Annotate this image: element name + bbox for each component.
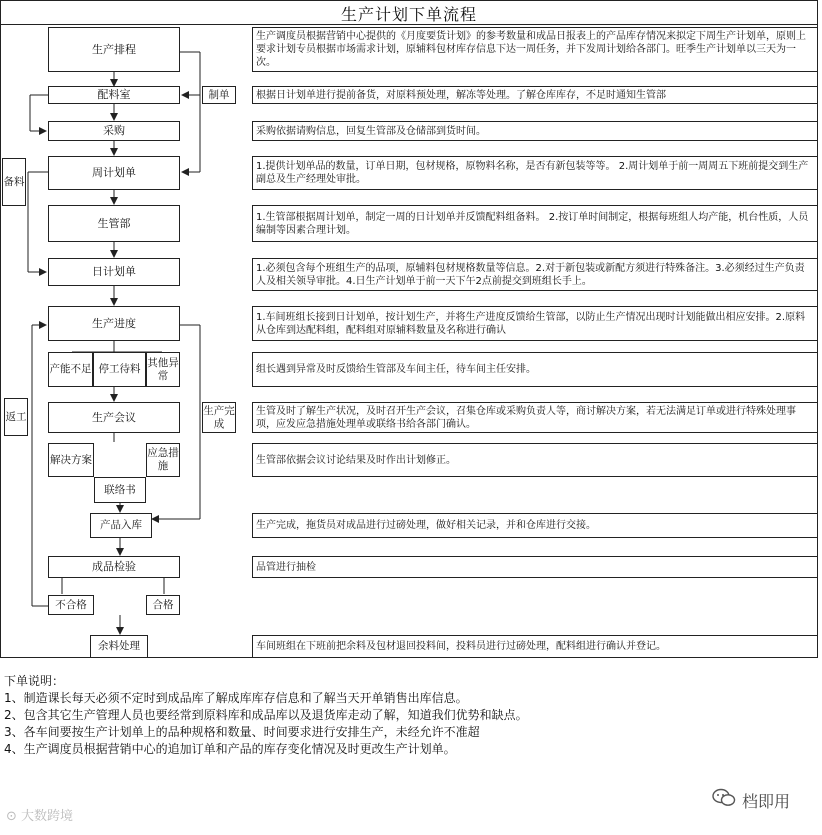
desc-daily-plan: 1.必须包含每个班组生产的品项，原辅料包材规格数量等信息。2.对于新包装或新配方须进行特殊备注。3.必须经过生产负责人及相关领导审批。4.日生产计划单于前一天下午2点前提交到班组长手上。 (252, 258, 818, 291)
flow-step-weekly-plan: 周计划单 (48, 156, 180, 190)
flow-step-pass: 合格 (146, 595, 180, 615)
note-item: 4、生产调度员根据营销中心的追加订单和产品的库存变化情况及时更改生产计划单。 (4, 742, 456, 756)
flow-step-daily-plan: 日计划单 (48, 258, 180, 286)
side-label-prepare-material: 备料 (2, 158, 26, 206)
side-label-make-order: 制单 (202, 86, 236, 104)
desc-plan-revision: 生管部依据会议讨论结果及时作出计划修正。 (252, 443, 818, 477)
note-item: 2、包含其它生产管理人员也要经常到原料库和成品库以及退货库走动了解，知道我们优势和缺点。 (4, 708, 528, 722)
flow-step-other-abnormal: 其他异常 (146, 352, 180, 387)
flow-step-fail: 不合格 (48, 595, 94, 615)
desc-scheduling: 生产调度员根据营销中心提供的《月度要货计划》的参考数量和成品日报表上的产品库存情况来拟定下周生产计划单，原则上要求计划专员根据市场需求计划，原辅料包材库存信息下达一周任务，并下发周计划给各部门。旺季生产计划单以三天为一次。 (252, 27, 818, 72)
desc-leftover: 车间班组在下班前把余料及包材退回投料间，投料员进行过磅处理，配料组进行确认并登记。 (252, 635, 818, 658)
order-notes (4, 673, 528, 758)
flow-step-purchasing: 采购 (48, 121, 180, 141)
flow-step-product-storage: 产品入库 (90, 513, 152, 538)
side-label-rework: 返工 (4, 398, 28, 436)
flow-step-production-mgmt: 生管部 (48, 205, 180, 242)
desc-storage: 生产完成，拖货员对成品进行过磅处理，做好相关记录，并和仓库进行交接。 (252, 513, 818, 538)
watermark-logo-icon: ⊙ (6, 809, 22, 824)
flow-step-inspection: 成品检验 (48, 556, 180, 578)
desc-meeting: 生管及时了解生产状况，及时召开生产会议，召集仓库或采购负责人等，商讨解决方案，若无法满足订单或进行特殊处理事项，应发应急措施处理单或联络书给各部门确认。 (252, 402, 818, 433)
wechat-icon (712, 788, 736, 812)
flow-step-stop-wait-material: 停工待料 (93, 352, 146, 387)
flow-step-emergency: 应急措施 (146, 443, 180, 477)
note-item: 3、各车间要按生产计划单上的品种规格和数量、时间要求进行安排生产，未经允许不准超 (4, 725, 480, 739)
note-item: 1、制造课长每天必须不定时到成品库了解成库库存信息和了解当天开单销售出库信息。 (4, 691, 468, 705)
flow-step-meeting: 生产会议 (48, 402, 180, 433)
flow-step-capacity-shortage: 产能不足 (48, 352, 93, 387)
flow-step-solution: 解决方案 (48, 443, 94, 477)
title-divider (0, 24, 818, 25)
page-title: 生产计划下单流程 (340, 5, 477, 24)
flow-step-progress: 生产进度 (48, 306, 180, 341)
notes-heading: 下单说明： (4, 674, 65, 688)
watermark-left: ⊙ 大数跨境 (6, 809, 74, 824)
flow-step-leftover: 余料处理 (90, 635, 148, 658)
desc-abnormal: 组长遇到异常及时反馈给生管部及车间主任，待车间主任安排。 (252, 352, 818, 387)
flow-step-material-room: 配料室 (48, 86, 180, 104)
watermark-right: 档即用 (712, 788, 790, 812)
flow-step-contact-letter: 联络书 (94, 477, 146, 503)
desc-weekly-plan: 1.提供计划单品的数量，订单日期，包材规格，原物料名称，是否有新包装等等。 2.周计划单于前一周周五下班前提交到生产副总及生产经理处审批。 (252, 156, 818, 190)
desc-purchasing: 采购依据请购信息，回复生管部及仓储部到货时间。 (252, 121, 818, 141)
side-label-production-done: 生产完成 (202, 402, 236, 433)
desc-inspection: 品管进行抽检 (252, 556, 818, 578)
desc-production-mgmt: 1.生管部根据周计划单，制定一周的日计划单并反馈配料组备料。 2.按订单时间制定，根据每班组人均产能，机台性质，人员编制等因素合理计划。 (252, 205, 818, 242)
desc-material-room: 根据日计划单进行提前备货，对原料预处理，解冻等处理。了解仓库库存，不足时通知生管部 (252, 86, 818, 104)
flow-step-scheduling: 生产排程 (48, 27, 180, 72)
desc-progress: 1.车间班组长接到日计划单，按计划生产，并将生产进度反馈给生管部，以防止生产情况出现时计划能做出相应安排。2.原料从仓库到达配料组，配料组对原辅料数量及名称进行确认 (252, 306, 818, 341)
